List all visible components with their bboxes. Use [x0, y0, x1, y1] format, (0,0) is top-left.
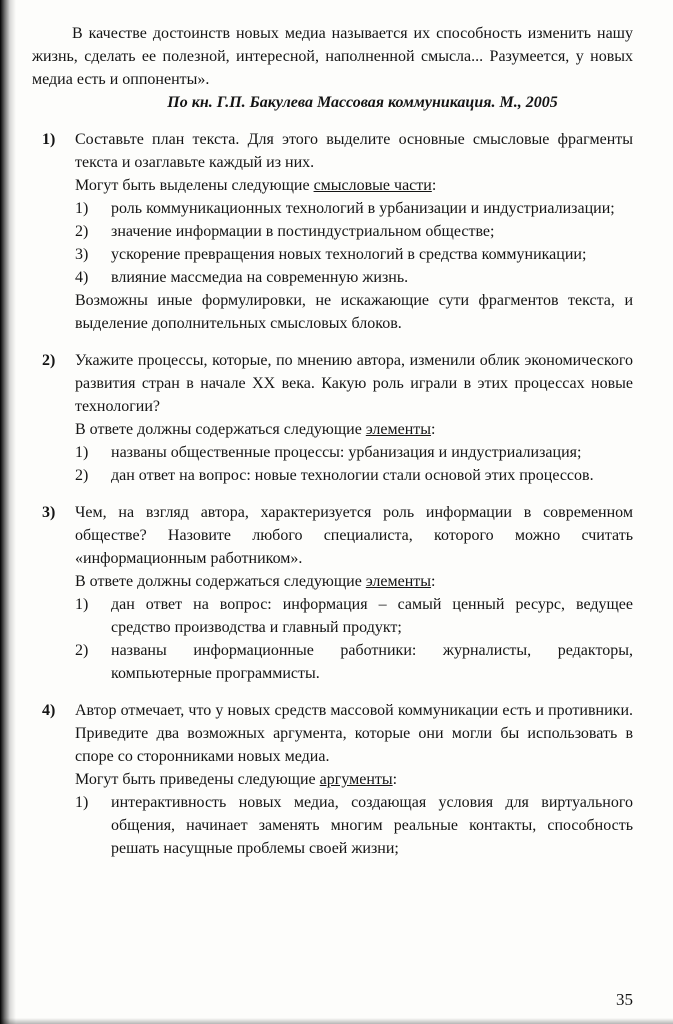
sub-item-text: ускорение превращения новых технологий в средства коммуникации; [111, 246, 587, 263]
sub-item [75, 593, 633, 639]
sub-item-number: 1) [75, 200, 89, 217]
answer-lead-text: В ответе должны содержаться следующие [75, 421, 366, 438]
sub-item-number: 1) [75, 794, 89, 811]
task-3 [32, 501, 633, 685]
task-number: 3) [42, 504, 56, 521]
scan-edge-shadow-bottom [0, 1018, 673, 1024]
task-question: Укажите процессы, которые, по мнению автора, изменили облик экономического развития стран в начале XX века. Какую роль играли в этих процессах новые технологии? [75, 352, 633, 415]
sub-item-number: 2) [75, 467, 89, 484]
sub-item [75, 441, 633, 464]
task-body [75, 501, 633, 685]
sub-item-number: 4) [75, 269, 89, 286]
task-2 [32, 349, 633, 487]
sub-item-number: 3) [75, 246, 89, 263]
answer-lead-text: Могут быть выделены следующие [75, 177, 314, 194]
task-number: 2) [42, 352, 56, 369]
sub-item-text: дан ответ на вопрос: информация – самый ценный ресурс, ведущее средство производства и главный продукт; [111, 596, 633, 636]
task-1 [32, 128, 633, 335]
task-body [75, 699, 633, 860]
sub-item-number: 1) [75, 596, 89, 613]
sub-item [75, 464, 633, 487]
page-number: 35 [616, 990, 633, 1009]
answer-lead-colon: : [431, 421, 436, 438]
task-note: Возможны иные формулировки, не искажающие сути фрагментов текста, и выделение дополнительных смысловых блоков. [75, 292, 633, 332]
answer-lead-colon: : [431, 573, 436, 590]
sub-item-number: 2) [75, 642, 89, 659]
sub-item-text: интерактивность новых медиа, создающая условия для виртуального общения, начинает заменять многим реальные контакты, способность решать насущные проблемы своей жизни; [111, 794, 633, 857]
sub-item [75, 220, 633, 243]
task-question: Автор отмечает, что у новых средств массовой коммуникации есть и противники. Приведите два возможных аргумента, которые они могли бы использовать в споре со сторонниками новых медиа. [75, 702, 633, 765]
answer-lead [75, 570, 633, 593]
task-body [75, 128, 633, 335]
answer-lead [75, 768, 633, 791]
intro-paragraph: В качестве достоинств новых медиа называется их способность изменить нашу жизнь, сделать ее полезной, интересной, наполненной смысла... Разумеется, у новых медиа есть и оппоненты». [32, 25, 633, 88]
task-question: Чем, на взгляд автора, характеризуется роль информации в современном обществе? Назовите любого специалиста, которого можно считать «информационным работником». [75, 504, 633, 567]
sub-item-text: значение информации в постиндустриальном обществе; [111, 223, 495, 240]
sub-item [75, 639, 633, 685]
answer-lead-text: Могут быть приведены следующие [75, 771, 320, 788]
task-number: 4) [42, 702, 56, 719]
task-question: Составьте план текста. Для этого выделите основные смысловые фрагменты текста и озаглавьте каждый из них. [75, 131, 633, 171]
answer-lead-colon: : [431, 177, 437, 194]
answer-lead-underlined: смысловые части [313, 177, 432, 194]
sub-item-text: дан ответ на вопрос: новые технологии стали основой этих процессов. [111, 467, 594, 484]
source-attribution: По кн. Г.П. Бакулева Массовая коммуникация. М., 2005 [167, 94, 558, 111]
sub-item [75, 243, 633, 266]
answer-lead-underlined: аргументы [319, 771, 393, 788]
answer-lead-text: В ответе должны содержаться следующие [75, 573, 366, 590]
sub-item-number: 2) [75, 223, 89, 240]
sub-item-text: влияние массмедиа на современную жизнь. [111, 269, 409, 286]
sub-item-text: названы информационные работники: журналисты, редакторы, компьютерные программисты. [111, 642, 633, 682]
sub-item [75, 266, 633, 289]
answer-lead-colon: : [392, 771, 398, 788]
answer-lead-underlined: элементы [365, 421, 432, 438]
sub-item-number: 1) [75, 444, 89, 461]
answer-lead [75, 418, 633, 441]
sub-item [75, 791, 633, 860]
sub-item [75, 197, 633, 220]
answer-lead-underlined: элементы [365, 573, 432, 590]
answer-lead [75, 174, 633, 197]
sub-item-text: названы общественные процессы: урбанизация и индустриализация; [111, 444, 582, 461]
sub-item-text: роль коммуникационных технологий в урбанизации и индустриализации; [111, 200, 615, 217]
task-body [75, 349, 633, 487]
task-4 [32, 699, 633, 860]
task-number: 1) [42, 131, 56, 148]
